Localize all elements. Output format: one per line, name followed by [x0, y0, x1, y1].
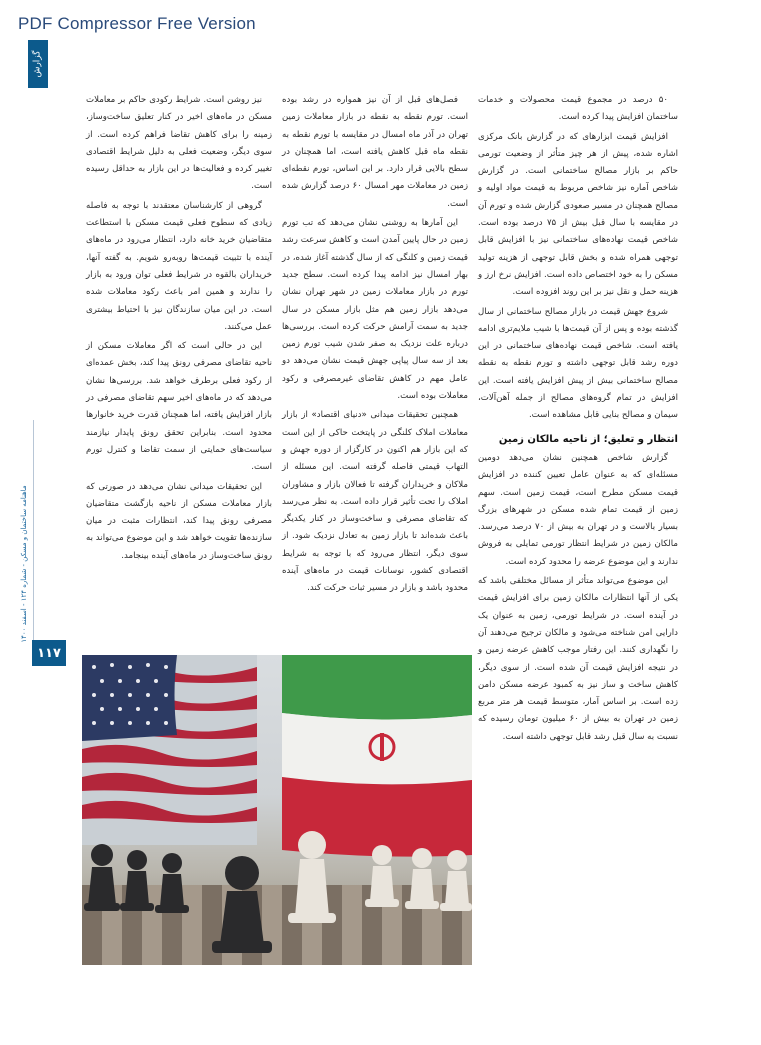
section-tab [28, 40, 48, 88]
middle-column [282, 92, 468, 600]
section-heading: انتظار و تعلیق؛ از ناحیه مالکان زمین [498, 433, 678, 445]
paragraph: این تحقیقات میدانی نشان می‌دهد در صورتی که بازار معاملات مسکن از ناحیه بازگشت متقاضیان مصرفی رونق پیدا کند، انتظارات مثبت در میان سازنده‌ها تقویت خواهد شد و این موضوع می‌تواند به رونق ساخت‌وساز در ماه‌های آینده بینجامد. [86, 481, 272, 561]
paragraph: گزارش شاخص همچنین نشان می‌دهد دومین مسئله‌ای که به عنوان عامل تعیین کننده در افزایش قیمت مسکن مطرح است، قیمت زمین است. سهم زمین از قیمت تمام شده مسکن در شهرهای بزرگ بسیار بالاست و در تهران به بیش از ۷۰ درصد می‌رسد. مالکان زمین در شرایط انتظار تورمی تمایلی به فروش ندارند و این موضوع عرضه را محدود کرده است. [478, 452, 678, 567]
issue-info-label: ماهنامه ساختمان و مسکن - شماره ۱۲۴ - اسفند ۱۴۰۰ [20, 485, 28, 643]
article-photo [82, 655, 472, 965]
us-flag-icon [82, 655, 257, 845]
chess-flags-illustration [82, 655, 472, 965]
page-number: ۱۱۷ [32, 640, 66, 666]
paragraph: افزایش قیمت ابزارهای که در گزارش بانک مرکزی اشاره شده، پیش از هر چیز متأثر از وضعیت تورمی حاکم بر بازار مصالح ساختمانی است. در گزارش شاخص آماره نیز شاخص مربوط به قیمت مواد اولیه و مصالح همچنان در مسیر صعودی گزارش شده و تورم آن در مقایسه با سال قبل بیش از ۷۵ درصد بوده است. شاخص قیمت نهاده‌های ساختمانی نیز با افزایش قابل توجهی همراه شده و بخش قابل توجهی از هزینه تولید مسکن را به خود اختصاص داده است. افزایش نرخ ارز و هزینه حمل و نقل نیز بر این روند افزوده است. [478, 131, 678, 298]
issue-info [14, 485, 34, 643]
right-column [478, 92, 678, 748]
paragraph: فصل‌های قبل از آن نیز همواره در رشد بوده است. تورم نقطه به نقطه در بازار معاملات زمین تهران در آذر ماه امسال در مقایسه با تورم نقطه به نقطه ماه قبل کاهش یافته است، اما همچنان در سطح بالایی قرار دارد. بر این اساس، تورم نقطه‌ای زمین در معاملات مهر امسال ۶۰ درصد گزارش شده است. [282, 95, 468, 209]
section-tab-label: گزارش [33, 50, 43, 78]
paragraph: این موضوع می‌تواند متأثر از مسائل مختلفی باشد که یکی از آنها انتظارات مالکان زمین برای افزایش قیمت در آینده است. در شرایط تورمی، زمین به عنوان یک دارایی امن شناخته می‌شود و مالکان ترجیح می‌دهند آن را نگهداری کنند. این رفتار موجب کاهش عرضه زمین و در نتیجه افزایش قیمت آن شده است. از سوی دیگر، کاهش ساخت و ساز نیز به کمبود عرضه مسکن دامن زده است. بر اساس آمار، متوسط قیمت هر متر مربع زمین در تهران به بیش از ۶۰ میلیون تومان رسیده که نسبت به سال قبل رشد قابل توجهی داشته است. [478, 576, 678, 742]
side-divider [33, 420, 34, 660]
paragraph: نیز روشن است. شرایط رکودی حاکم بر معاملات مسکن در ماه‌های اخیر در کنار تعلیق ساخت‌وساز، زمینه را برای کاهش تقاضا فراهم کرده است. از سوی دیگر، وضعیت فعلی به دلیل شرایط اقتصادی تغییر کرده و فعالیت‌ها در این بازار به حداقل رسیده است. [86, 95, 272, 192]
watermark-text: PDF Compressor Free Version [18, 14, 256, 33]
paragraph: گروهی از کارشناسان معتقدند با توجه به فاصله زیادی که سطوح فعلی قیمت مسکن با استطاعت متقاضیان خرید خانه دارد، انتظار می‌رود در ماه‌های آینده با تثبیت قیمت‌ها روبه‌رو شویم. به گفته آنها، خریداران بالقوه در شرایط فعلی توان ورود به بازار را ندارند و همین امر باعث رکود معاملات شده است. در این میان سازندگان نیز با احتیاط بیشتری عمل می‌کنند. [86, 200, 272, 332]
paragraph: این در حالی است که اگر معاملات مسکن از ناحیه تقاضای مصرفی رونق پیدا کند، بخش عمده‌ای از رکود فعلی برطرف خواهد شد. بررسی‌ها نشان می‌دهد که در ماه‌های اخیر سهم تقاضای مصرفی در بازار افزایش یافته، اما همچنان قدرت خرید خانوارها محدود است. بنابراین تحقق رونق پایدار نیازمند سیاست‌های حمایتی از سمت تقاضا و کنترل تورم است. [86, 341, 272, 473]
paragraph: همچنین تحقیقات میدانی «دنیای اقتصاد» از بازار معاملات املاک کلنگی در پایتخت حاکی از این است که این بازار هم اکنون در کارگزار از دوره جهش و التهاب قیمتی فاصله گرفته است. این مسئله از ملاکان و خریداران گرفته تا فعالان بازار و مشاوران املاک را تحت تأثیر قرار داده است. به نظر می‌رسد که تقاضای مصرفی و ساخت‌وساز در کنار یکدیگر باعث شده‌اند تا بازار زمین به تعادل نزدیک شود. از سوی دیگر، انتظار می‌رود که با توجه به شرایط اقتصادی کشور، نوسانات قیمت در ماه‌های آینده محدود باشد و بازار در مسیر ثبات حرکت کند. [282, 410, 468, 594]
paragraph: این آمارها به روشنی نشان می‌دهد که تب تورم زمین در حال پایین آمدن است و کاهش سرعت رشد قیمت زمین و کلنگی که از سال گذشته آغاز شده، در بهار امسال نیز ادامه پیدا کرده است. سطح جدید تورم در بازار معاملات زمین در شهر تهران نشان می‌دهد بازار زمین هم مثل بازار مسکن در سال جدید به سمت آرامش حرکت کرده است. بررسی‌ها درباره علت نزدیک به صفر شدن شیب تورم زمین بعد از سه سال پیاپی جهش قیمت نشان می‌دهد دو عامل مهم در کاهش تقاضای غیرمصرفی و رکود معاملات بوده است. [282, 218, 468, 402]
paragraph: ۵۰ درصد در مجموع قیمت محصولات و خدمات ساختمان افزایش پیدا کرده است. [478, 95, 678, 123]
left-column [86, 92, 272, 567]
paragraph: شروع جهش قیمت در بازار مصالح ساختمانی از سال گذشته بوده و پس از آن قیمت‌ها با شیب ملایم‌تری ادامه یافته است. شاخص قیمت نهاده‌های ساختمانی در این دوره رشد قابل توجهی داشته و تورم نقطه به نقطه مصالح ساختمانی بیش از پیش افزایش یافته است. این افزایش در تمام گروه‌های مصالح از جمله آهن‌آلات، سیمان و مصالح بنایی قابل مشاهده است. [478, 306, 678, 421]
iran-flag-icon [282, 655, 472, 857]
